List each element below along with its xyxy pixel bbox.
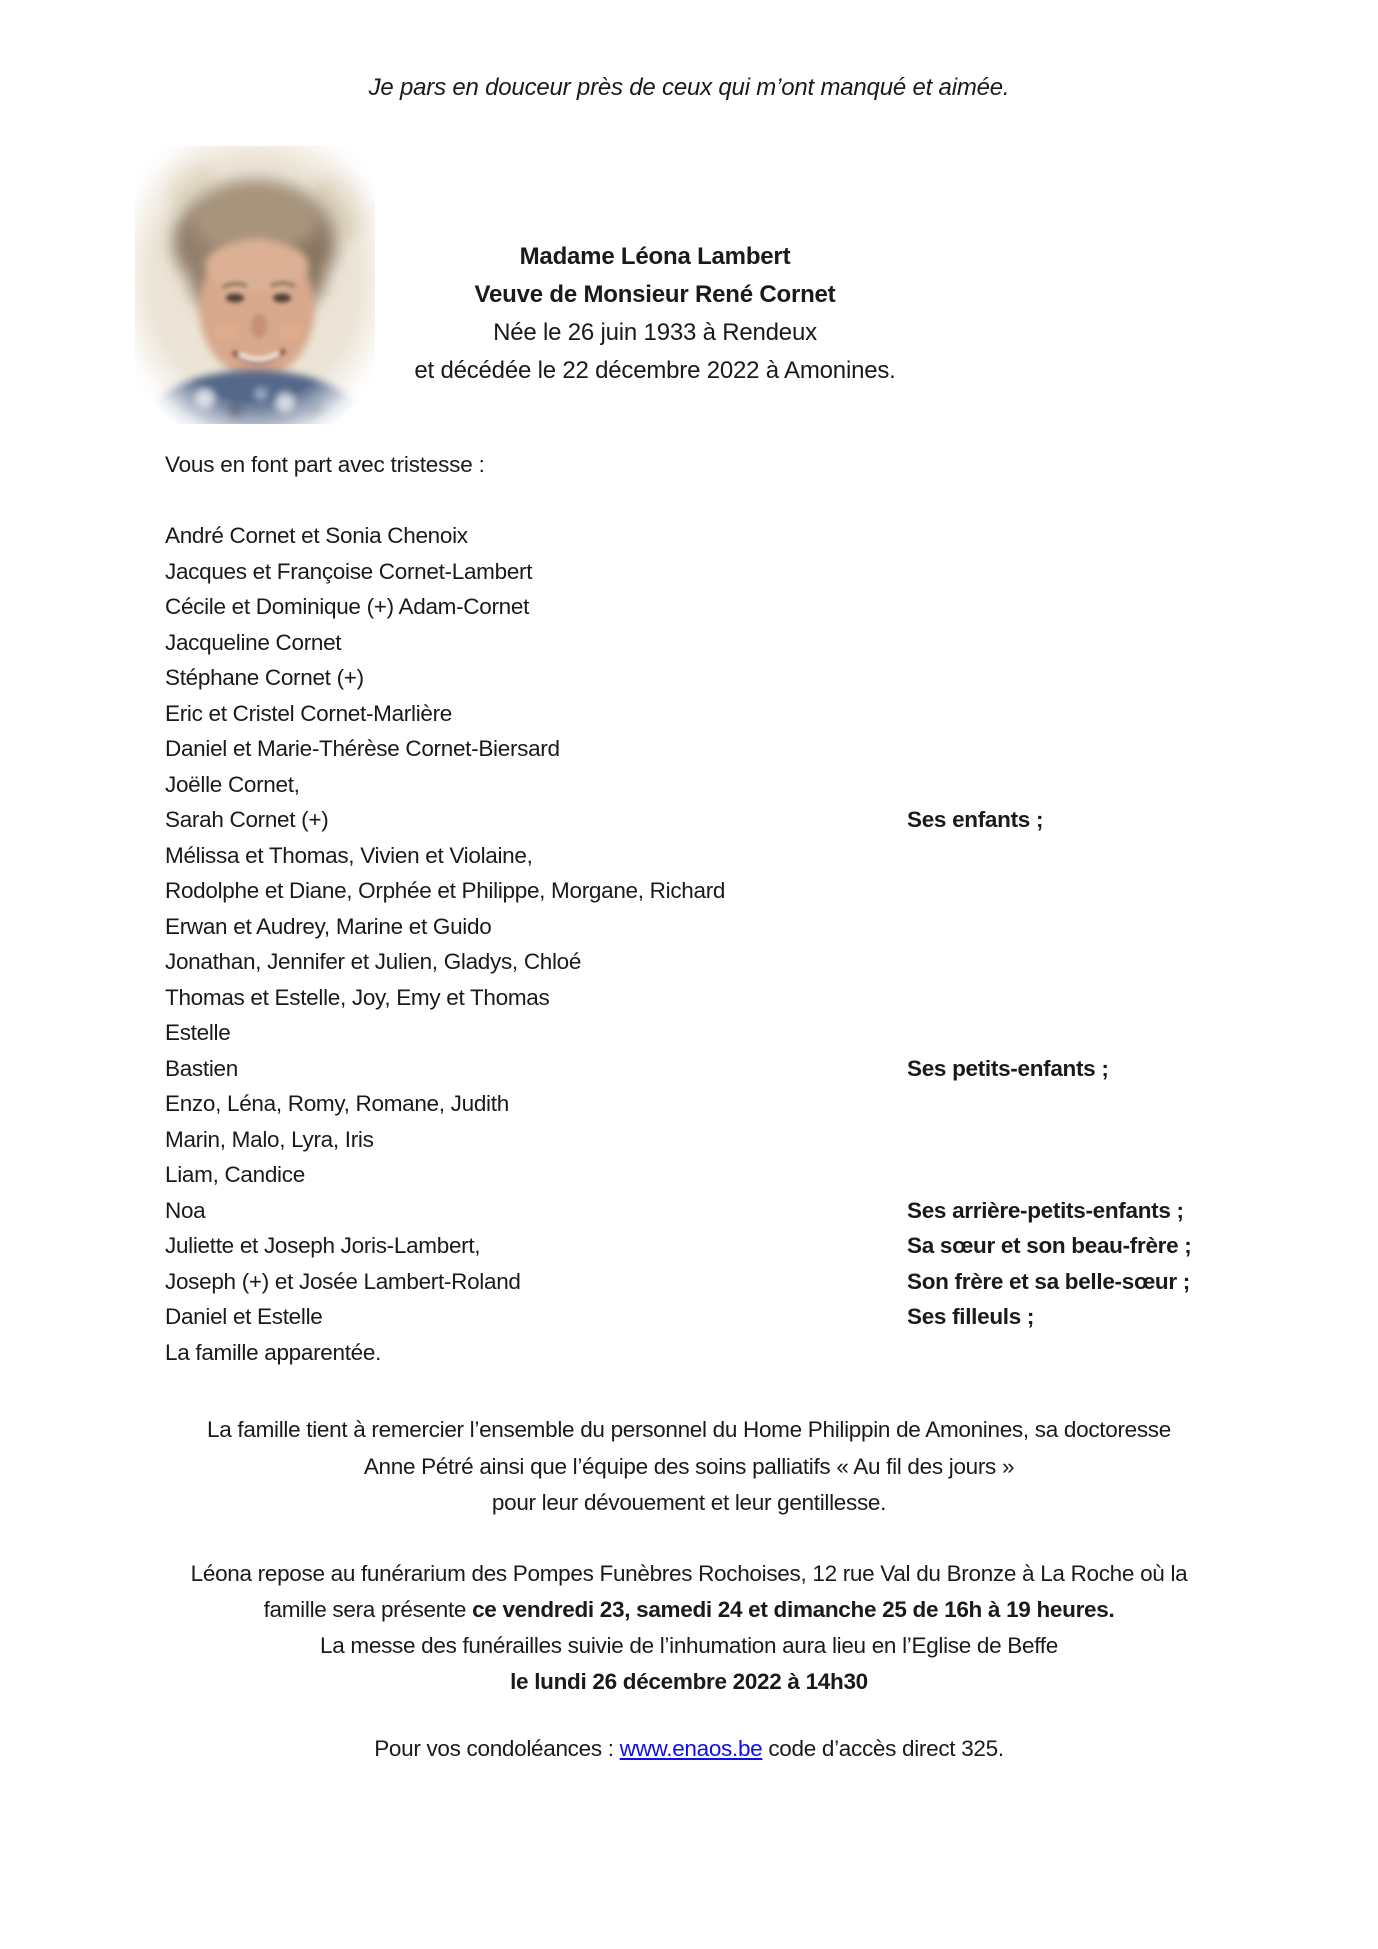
family-name: La famille apparentée. xyxy=(165,1339,382,1365)
family-name: André Cornet et Sonia Chenoix xyxy=(165,523,468,548)
funeral-line-1: Léona repose au funérarium des Pompes Funèbres Rochoises, 12 rue Val du Bronze à La Roche où la xyxy=(190,1561,1188,1586)
family-row xyxy=(165,1122,1275,1158)
thanks-paragraph xyxy=(80,1412,1298,1522)
relation-label-ses-petits-enfants: Ses petits-enfants ; xyxy=(907,1055,1109,1081)
thanks-line-2: Anne Pétré ainsi que l’équipe des soins palliatifs « Au fil des jours » xyxy=(363,1453,1015,1479)
family-name: Marin, Malo, Lyra, Iris xyxy=(165,1126,374,1152)
family-name: Juliette et Joseph Joris-Lambert, xyxy=(165,1233,481,1258)
funeral-date-time: le lundi 26 décembre 2022 à 14h30 xyxy=(510,1669,868,1694)
family-row xyxy=(165,1264,1275,1300)
condolences-line xyxy=(80,1734,1298,1764)
family-row xyxy=(165,909,1275,945)
enaos-website-link[interactable]: www.enaos.be xyxy=(619,1736,763,1761)
funeral-line-2-normal: famille sera présente xyxy=(263,1597,473,1622)
condolences-prefix: Pour vos condoléances : xyxy=(374,1736,620,1761)
birth-line: Née le 26 juin 1933 à Rendeux xyxy=(493,319,817,346)
funeral-line-3: La messe des funérailles suivie de l’inhumation aura lieu en l’Eglise de Beffe xyxy=(320,1633,1058,1658)
family-name: Thomas et Estelle, Joy, Emy et Thomas xyxy=(165,984,550,1010)
family-name: Joseph (+) et Josée Lambert-Roland xyxy=(165,1268,521,1294)
family-row xyxy=(165,1086,1275,1122)
family-name: Daniel et Marie-Thérèse Cornet-Biersard xyxy=(165,736,560,761)
family-row xyxy=(165,554,1275,590)
relation-label-ses-enfants: Ses enfants ; xyxy=(907,807,1044,832)
family-name: Rodolphe et Diane, Orphée et Philippe, Morgane, Richard xyxy=(165,878,726,903)
family-name: Stéphane Cornet (+) xyxy=(165,665,364,690)
thanks-line-1: La famille tient à remercier l’ensemble du personnel du Home Philippin de Amonines, sa doctoresse xyxy=(207,1417,1171,1442)
family-row xyxy=(165,1228,1275,1264)
family-row xyxy=(165,589,1275,625)
visitation-hours: ce vendredi 23, samedi 24 et dimanche 25 de 16h à 19 heures. xyxy=(472,1597,1115,1622)
family-row xyxy=(165,1157,1275,1193)
relation-label-frere-belle-soeur: Son frère et sa belle-sœur ; xyxy=(907,1268,1190,1294)
family-name: Liam, Candice xyxy=(165,1162,305,1187)
family-row xyxy=(165,625,1275,661)
deceased-header xyxy=(380,238,930,390)
death-line: et décédée le 22 décembre 2022 à Amonines. xyxy=(414,357,896,384)
family-row xyxy=(165,660,1275,696)
family-row xyxy=(165,980,1275,1016)
family-name: Erwan et Audrey, Marine et Guido xyxy=(165,913,492,939)
family-row xyxy=(165,1051,1275,1087)
family-row xyxy=(165,1299,1275,1335)
thanks-line-3: pour leur dévouement et leur gentillesse. xyxy=(491,1490,887,1515)
announcement-intro: Vous en font part avec tristesse : xyxy=(165,452,485,477)
family-name: Eric et Cristel Cornet-Marlière xyxy=(165,700,453,726)
family-name: Daniel et Estelle xyxy=(165,1304,323,1329)
relation-label-arriere-petits-enfants: Ses arrière-petits-enfants ; xyxy=(907,1197,1184,1223)
family-name: Jonathan, Jennifer et Julien, Gladys, Chloé xyxy=(165,949,582,974)
family-name: Jacqueline Cornet xyxy=(165,629,342,655)
family-row xyxy=(165,767,1275,803)
family-name: Joëlle Cornet, xyxy=(165,771,300,797)
funeral-line-2 xyxy=(80,1592,1298,1628)
family-row xyxy=(165,802,1275,838)
family-name: Sarah Cornet (+) xyxy=(165,807,329,832)
epitaph-quote: Je pars en douceur près de ceux qui m’ont manqué et aimée. xyxy=(368,74,1010,101)
family-name: Estelle xyxy=(165,1020,231,1045)
deceased-name: Madame Léona Lambert xyxy=(519,243,791,270)
portrait-photo-illustration xyxy=(135,146,375,424)
family-list xyxy=(165,518,1275,1370)
family-row xyxy=(165,873,1275,909)
family-row xyxy=(165,518,1275,554)
family-row xyxy=(165,838,1275,874)
family-row xyxy=(165,1335,1275,1371)
family-row xyxy=(165,944,1275,980)
family-name: Mélissa et Thomas, Vivien et Violaine, xyxy=(165,842,533,868)
family-row xyxy=(165,1015,1275,1051)
portrait-photo xyxy=(135,146,375,424)
family-name: Jacques et Françoise Cornet-Lambert xyxy=(165,558,533,584)
family-name: Bastien xyxy=(165,1055,238,1081)
family-row xyxy=(165,731,1275,767)
funeral-details-paragraph xyxy=(80,1556,1298,1700)
relation-label-soeur-beau-frere: Sa sœur et son beau-frère ; xyxy=(907,1233,1192,1258)
relation-label-filleuls: Ses filleuls ; xyxy=(907,1304,1035,1329)
condolences-suffix: code d’accès direct 325. xyxy=(762,1736,1004,1761)
family-row xyxy=(165,1193,1275,1229)
family-row xyxy=(165,696,1275,732)
family-name: Enzo, Léna, Romy, Romane, Judith xyxy=(165,1091,509,1116)
family-name: Cécile et Dominique (+) Adam-Cornet xyxy=(165,594,530,619)
deceased-widow-line: Veuve de Monsieur René Cornet xyxy=(474,281,836,308)
family-name: Noa xyxy=(165,1197,206,1223)
